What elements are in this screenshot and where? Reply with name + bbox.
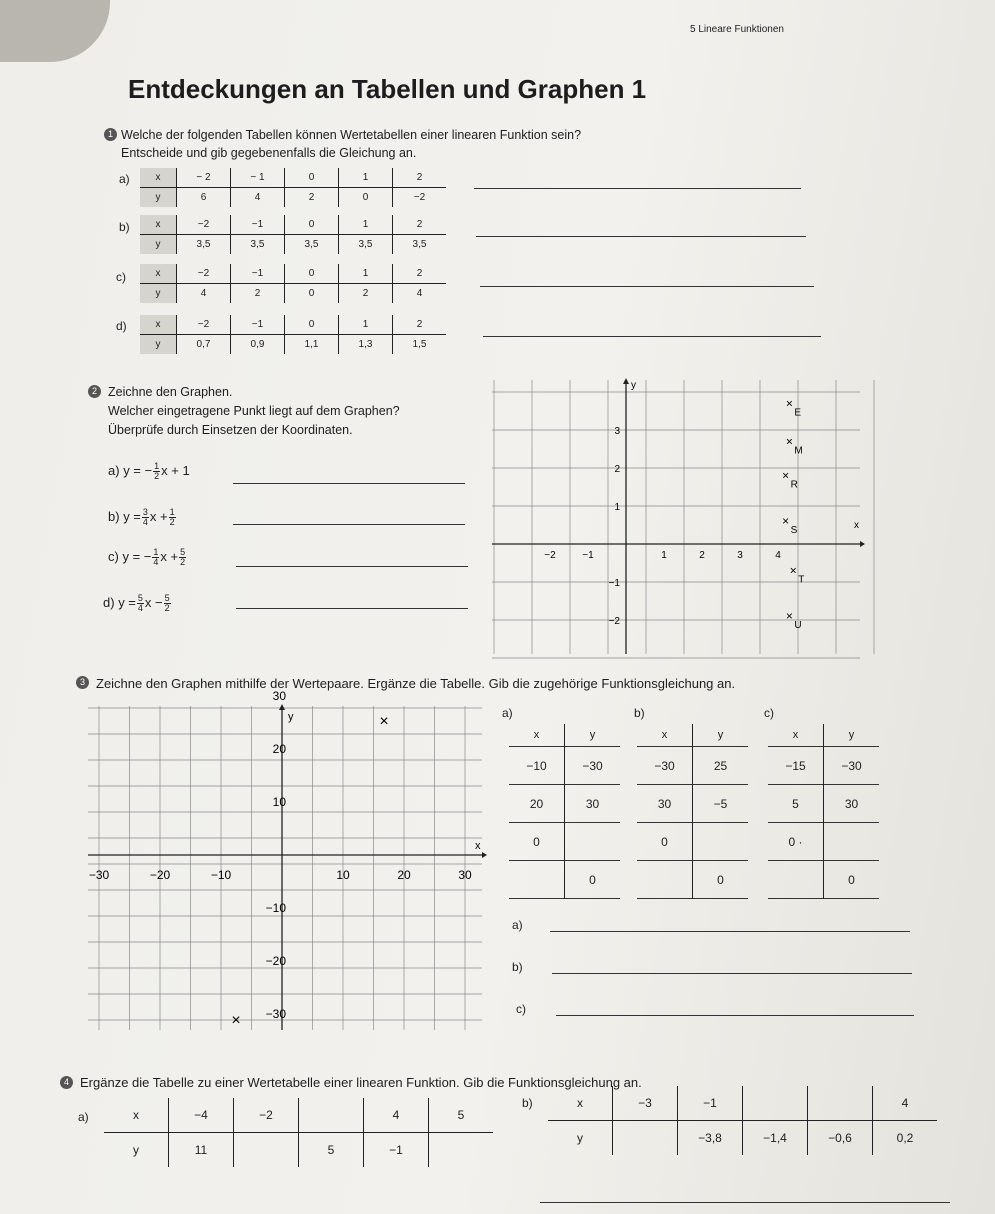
- task2-number: 2: [88, 385, 101, 398]
- task1-table-a: x − 2 − 1 0 1 2 y 6 4 2 0 −2: [140, 168, 446, 207]
- task3-x-tick: −20: [149, 868, 171, 882]
- task2-x-label: x: [854, 520, 859, 531]
- task2-y-tick: −1: [608, 578, 620, 589]
- task1-c-label: c): [116, 270, 126, 284]
- task2-equation-d: d) y = $\frac{5}{4}$ x − $\frac{5}{2}$: [103, 593, 170, 613]
- task1-number: 1: [104, 128, 117, 141]
- task3-coordinate-grid[interactable]: [82, 689, 494, 1032]
- task3-instruction: Zeichne den Graphen mithilfe der Wertepaare. Ergänze die Tabelle. Gib die zugehörige Funktionsgleichung an.: [96, 676, 736, 691]
- task3-y-tick: 10: [272, 795, 286, 809]
- task3-a-label: a): [502, 706, 513, 720]
- task3-b-label: b): [634, 706, 645, 720]
- task3-table-c: x y −15 −30 5 30 0 · 0: [768, 724, 879, 899]
- task3-number: 3: [76, 676, 89, 689]
- point-s-marker: ×: [782, 514, 790, 529]
- task3-y-tick: −30: [265, 1007, 286, 1021]
- task1-a-label: a): [119, 172, 130, 186]
- task2-x-tick: 4: [775, 550, 781, 561]
- task1-d-answer-line[interactable]: [483, 336, 821, 337]
- task4-number: 4: [60, 1076, 73, 1089]
- task3-answer-b-line[interactable]: [552, 973, 912, 974]
- task2-b-answer-line[interactable]: [233, 524, 465, 525]
- chapter-header: 5 Lineare Funktionen: [690, 24, 784, 35]
- task3-table-b: x y −30 25 30 −5 0 0: [637, 724, 748, 899]
- task2-x-tick: −2: [544, 550, 556, 561]
- page-corner-shadow: [0, 0, 110, 62]
- task1-instruction-2: Entscheide und gib gegebenenfalls die Gleichung an.: [121, 146, 417, 160]
- task3-x-tick: −10: [210, 868, 232, 882]
- task2-instruction-3: Überprüfe durch Einsetzen der Koordinaten.: [108, 423, 353, 437]
- task2-y-tick: 2: [614, 464, 620, 475]
- task2-x-tick: 2: [699, 550, 705, 561]
- task2-equation-c: c) y = − $\frac{1}{4}$ x + $\frac{5}{2}$: [108, 547, 186, 567]
- task3-answer-a-label: a): [512, 918, 523, 932]
- task3-y-label: y: [288, 711, 294, 723]
- task3-x-tick: 30: [458, 868, 472, 882]
- task3-y-tick: 30: [272, 689, 286, 703]
- task1-b-answer-line[interactable]: [476, 236, 806, 237]
- task4-instruction: Ergänze die Tabelle zu einer Wertetabelle einer linearen Funktion. Gib die Funktionsgleichung an.: [80, 1075, 642, 1090]
- task2-x-tick: 3: [737, 550, 743, 561]
- task2-equation-b: b) y = $\frac{3}{4}$ x + $\frac{1}{2}$: [108, 507, 175, 527]
- task3-answer-a-line[interactable]: [550, 931, 910, 932]
- task4-b-label: b): [522, 1096, 533, 1110]
- task1-b-label: b): [119, 220, 130, 234]
- task3-answer-c-label: c): [516, 1002, 526, 1016]
- point-t-label: T: [798, 574, 805, 586]
- task3-y-tick: 20: [272, 742, 286, 756]
- task2-a-answer-line[interactable]: [233, 483, 465, 484]
- task2-y-tick: 1: [614, 502, 620, 513]
- task3-answer-b-label: b): [512, 960, 523, 974]
- task1-instruction: Welche der folgenden Tabellen können Wertetabellen einer linearen Funktion sein?: [121, 128, 582, 142]
- point-r-label: R: [790, 479, 798, 491]
- task2-y-tick: −2: [608, 616, 620, 627]
- task2-equation-a: a) y = − $\frac{1}{2}$ x + 1: [108, 461, 190, 481]
- task1-d-label: d): [116, 319, 127, 333]
- task3-answer-c-line[interactable]: [556, 1015, 914, 1016]
- point-r-marker: ×: [782, 468, 790, 483]
- page-title: Entdeckungen an Tabellen und Graphen 1: [128, 74, 647, 104]
- task2-c-answer-line[interactable]: [236, 566, 468, 567]
- point-s-label: S: [790, 525, 798, 537]
- task3-x-tick: −30: [88, 868, 110, 882]
- point-t-marker: ×: [789, 563, 797, 578]
- task3-cross-mark: ×: [379, 713, 389, 730]
- task2-y-tick: 3: [614, 426, 620, 437]
- point-m-label: M: [794, 445, 803, 457]
- task3-cross-mark: ×: [231, 1012, 241, 1029]
- point-m-marker: ×: [785, 434, 793, 449]
- task2-x-tick: 1: [661, 550, 667, 561]
- task1-table-d: x −2 −1 0 1 2 y 0,7 0,9 1,1 1,3 1,5: [140, 315, 446, 354]
- task3-c-label: c): [764, 706, 774, 720]
- task2-y-label: y: [631, 380, 636, 391]
- task3-x-label: x: [475, 840, 481, 852]
- task1-table-c: x −2 −1 0 1 2 y 4 2 0 2 4: [140, 264, 446, 303]
- point-u-marker: ×: [785, 609, 793, 624]
- point-u-label: U: [794, 620, 802, 632]
- task4-table-b: x −3 −1 4 y −3,8 −1,4 −0,6 0,2: [548, 1086, 937, 1155]
- task4-table-a: x −4 −2 4 5 y 11 5 −1: [104, 1098, 493, 1167]
- task2-x-tick: −1: [582, 550, 594, 561]
- point-e-marker: ×: [785, 396, 793, 411]
- task2-coordinate-grid[interactable]: [484, 376, 864, 656]
- task2-instruction-2: Welcher eingetragene Punkt liegt auf dem Graphen?: [108, 404, 400, 418]
- task3-y-tick: −10: [265, 901, 286, 915]
- task3-y-tick: −20: [265, 954, 286, 968]
- task2-d-answer-line[interactable]: [236, 608, 468, 609]
- task1-table-b: x −2 −1 0 1 2 y 3,5 3,5 3,5 3,5 3,5: [140, 215, 446, 254]
- task1-c-answer-line[interactable]: [480, 286, 814, 287]
- task4-a-label: a): [78, 1110, 89, 1124]
- task4-answer-line[interactable]: [540, 1202, 950, 1203]
- task2-instruction-1: Zeichne den Graphen.: [108, 385, 233, 399]
- point-e-label: E: [794, 407, 802, 419]
- task3-x-tick: 10: [336, 868, 350, 882]
- task1-a-answer-line[interactable]: [474, 188, 801, 189]
- task3-table-a: x y −10 −30 20 30 0 0: [509, 724, 620, 899]
- task3-x-tick: 20: [397, 868, 411, 882]
